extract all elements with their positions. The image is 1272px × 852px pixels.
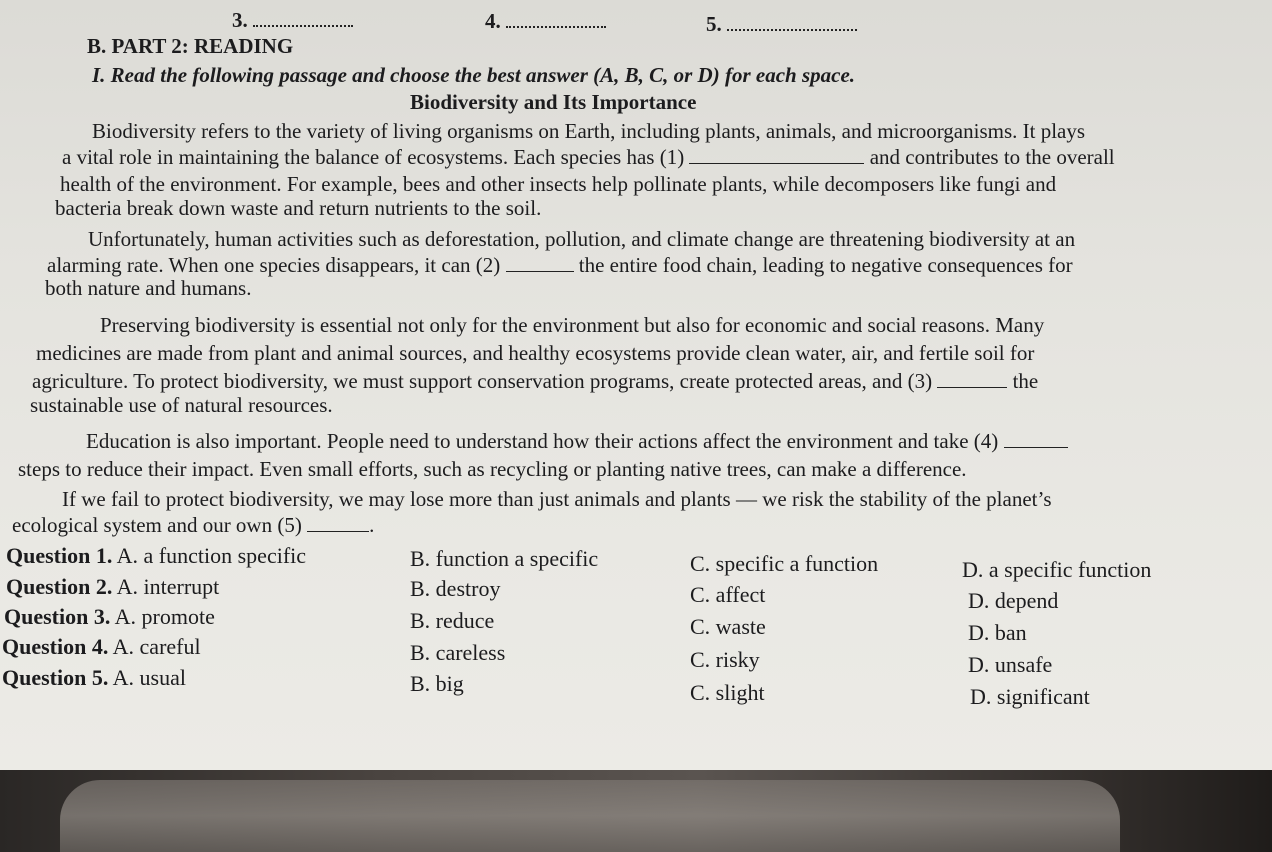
option-d[interactable]: D. depend (968, 588, 1059, 613)
passage-text: a vital role in maintaining the balance of ecosystems. Each species has (1) (62, 145, 685, 169)
passage-text: alarming rate. When one species disappears, it can (2) (47, 253, 501, 277)
question-label: Question 4. (2, 634, 109, 659)
blank-2[interactable] (506, 253, 574, 272)
answer-slot-3 (232, 7, 353, 33)
answer-number: 4. (485, 9, 501, 33)
answer-slot-4 (485, 8, 606, 34)
question-label-and-option-a (4, 604, 215, 630)
passage-line: bacteria break down waste and return nutrients to the soil. (55, 196, 542, 220)
option-d[interactable]: D. ban (968, 620, 1027, 645)
option-a[interactable]: A. a function specific (116, 543, 307, 568)
question-label: Question 3. (4, 604, 111, 629)
passage-text: the (1012, 369, 1039, 393)
passage-line: Unfortunately, human activities such as deforestation, pollution, and climate change are threatening biodiversity at an (88, 227, 1076, 251)
question-label: Question 5. (2, 665, 109, 690)
passage-text: Education is also important. People need to understand how their actions affect the environment and take (4) (86, 429, 999, 453)
option-d[interactable]: D. a specific function (962, 557, 1152, 582)
passage-text: and contributes to the overall (869, 145, 1115, 169)
option-c[interactable]: C. slight (690, 680, 765, 705)
answer-blank[interactable] (253, 7, 353, 27)
option-d[interactable]: D. unsafe (968, 652, 1053, 677)
passage-line: If we fail to protect biodiversity, we may lose more than just animals and plants — we risk the stability of the planet’s (62, 487, 1052, 511)
option-b[interactable]: B. careless (410, 640, 506, 665)
option-c[interactable]: C. waste (690, 614, 766, 639)
passage-line: Biodiversity refers to the variety of living organisms on Earth, including plants, animals, and microorganisms. It plays (92, 119, 1086, 143)
question-label-and-option-a (6, 574, 219, 600)
answer-blank[interactable] (506, 8, 606, 28)
passage-line: Preserving biodiversity is essential not only for the environment but also for economic and social reasons. Many (100, 313, 1045, 337)
question-label-and-option-a (6, 543, 306, 569)
option-a[interactable]: A. usual (112, 665, 186, 690)
passage-line: health of the environment. For example, bees and other insects help pollinate plants, while decomposers like fungi and (60, 172, 1057, 196)
option-a[interactable]: A. interrupt (116, 574, 220, 599)
passage-title: Biodiversity and Its Importance (410, 90, 697, 114)
passage-line (86, 428, 1068, 454)
question-label-and-option-a (2, 665, 186, 691)
blank-3[interactable] (937, 369, 1007, 388)
fabric-shadow (60, 780, 1120, 852)
option-a[interactable]: A. careful (112, 634, 201, 659)
option-c[interactable]: C. specific a function (690, 551, 879, 576)
passage-line: steps to reduce their impact. Even small efforts, such as recycling or planting native trees, can make a difference. (18, 457, 967, 481)
passage-line: medicines are made from plant and animal sources, and healthy ecosystems provide clean water, air, and fertile soil for (36, 341, 1035, 365)
answer-number: 5. (706, 12, 722, 36)
background-surface (0, 770, 1272, 852)
blank-1[interactable] (689, 145, 864, 164)
answer-slot-5 (706, 11, 857, 37)
option-b[interactable]: B. destroy (410, 576, 501, 601)
answer-blank[interactable] (727, 11, 857, 31)
option-a[interactable]: A. promote (114, 604, 215, 629)
passage-line (62, 144, 1115, 170)
option-c[interactable]: C. affect (690, 582, 766, 607)
passage-line: sustainable use of natural resources. (30, 393, 333, 417)
section-title: B. PART 2: READING (87, 34, 294, 58)
passage-text: . (369, 513, 375, 537)
instruction: I. Read the following passage and choose the best answer (A, B, C, or D) for each space. (92, 63, 856, 87)
passage-line: both nature and humans. (45, 276, 252, 300)
option-c[interactable]: C. risky (690, 647, 760, 672)
passage-text: agriculture. To protect biodiversity, we must support conservation programs, create protected areas, and (3) (32, 369, 933, 393)
question-label: Question 1. (6, 543, 113, 568)
answer-number: 3. (232, 8, 248, 32)
passage-text: the entire food chain, leading to negative consequences for (578, 253, 1073, 277)
blank-4[interactable] (1004, 429, 1068, 448)
option-b[interactable]: B. reduce (410, 608, 495, 633)
blank-5[interactable] (307, 513, 369, 532)
passage-text: ecological system and our own (5) (12, 513, 302, 537)
option-d[interactable]: D. significant (970, 684, 1090, 709)
question-label: Question 2. (6, 574, 113, 599)
question-label-and-option-a (2, 634, 201, 660)
passage-line (12, 512, 374, 538)
option-b[interactable]: B. big (410, 671, 464, 696)
option-b[interactable]: B. function a specific (410, 546, 599, 571)
passage-line (32, 368, 1038, 394)
